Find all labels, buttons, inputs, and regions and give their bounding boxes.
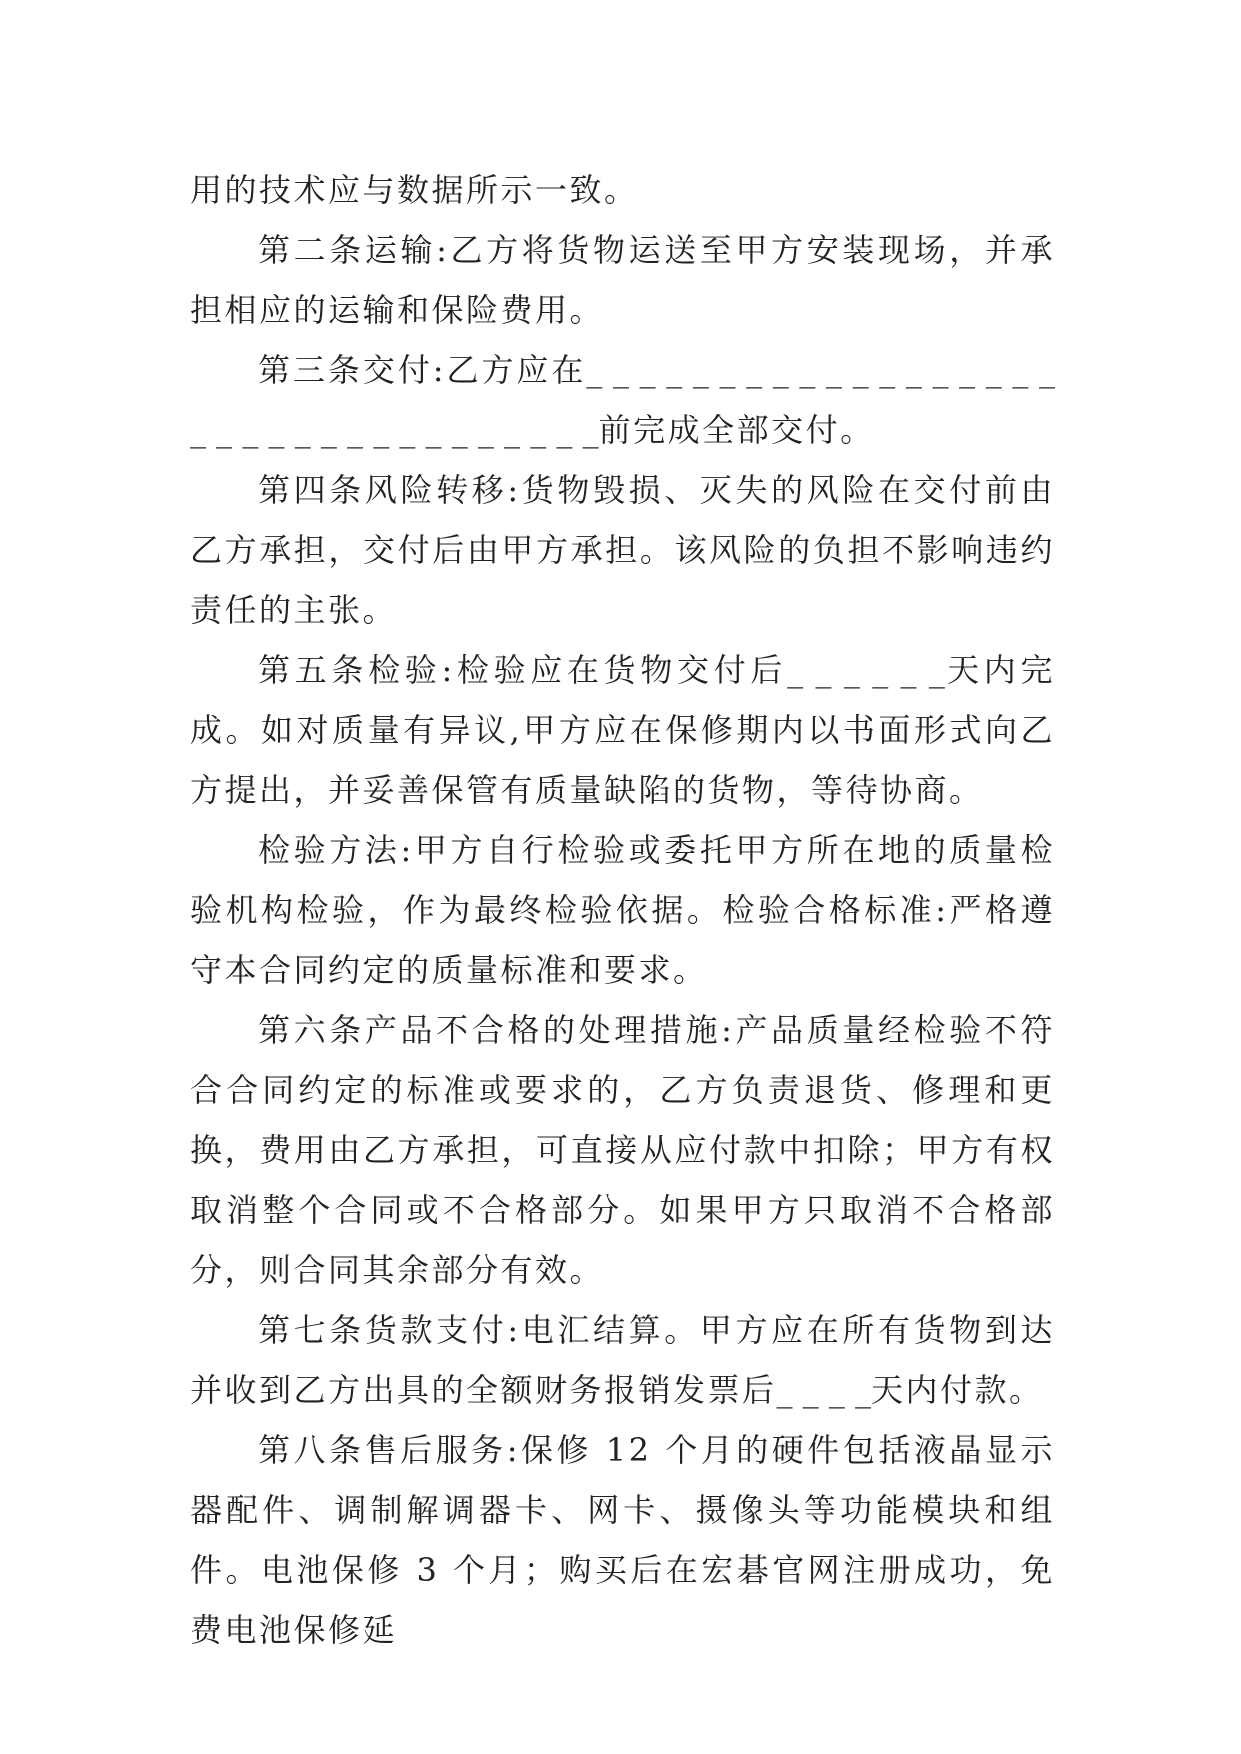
inspection-days-blank: _ _ _ _ _ _ bbox=[787, 651, 945, 689]
delivery-text-after: 前完成全部交付。 bbox=[598, 411, 875, 449]
paragraph-article-3-delivery bbox=[190, 340, 1055, 460]
inspection-text-after: 天内完成。如对质量有异议,甲方应在保修期内以书面形式向乙方提出，并妥善保管有质量缺陷的货物，等待协商。 bbox=[190, 651, 1055, 809]
paragraph-article-8-after-sales: 第八条售后服务:保修 12 个月的硬件包括液晶显示器配件、调制解调器卡、网卡、摄像头等功能模块和组件。电池保修 3 个月；购买后在宏碁官网注册成功，免费电池保修延 bbox=[190, 1431, 1055, 1649]
payment-text-after: 天内付款。 bbox=[871, 1371, 1044, 1409]
paragraph-article-6-nonconforming: 第六条产品不合格的处理措施:产品质量经检验不符合合同约定的标准或要求的，乙方负责退货、修理和更换，费用由乙方承担，可直接从应付款中扣除；甲方有权取消整个合同或不合格部分。如果甲方只取消不合格部分，则合同其余部分有效。 bbox=[190, 1011, 1055, 1289]
inspection-text-before: 第五条检验:检验应在货物交付后 bbox=[258, 651, 788, 689]
payment-text-before: 第七条货款支付:电汇结算。甲方应在所有货物到达并收到乙方出具的全额财务报销发票后 bbox=[190, 1311, 1055, 1409]
paragraph-tech-consistency: 用的技术应与数据所示一致。 bbox=[190, 171, 639, 209]
paragraph-article-7-payment bbox=[190, 1300, 1055, 1420]
paragraph-article-4-risk: 第四条风险转移:货物毁损、灭失的风险在交付前由乙方承担，交付后由甲方承担。该风险的负担不影响违约责任的主张。 bbox=[190, 471, 1055, 629]
paragraph-article-5-inspection bbox=[190, 640, 1055, 820]
contract-body bbox=[190, 160, 1055, 1660]
delivery-text-before: 第三条交付:乙方应在 bbox=[258, 351, 587, 389]
paragraph-article-2-transport: 第二条运输:乙方将货物运送至甲方安装现场，并承担相应的运输和保险费用。 bbox=[190, 231, 1055, 329]
paragraph-inspection-method: 检验方法:甲方自行检验或委托甲方所在地的质量检验机构检验，作为最终检验依据。检验合格标准:严格遵守本合同约定的质量标准和要求。 bbox=[190, 831, 1055, 989]
delivery-date-blank: _ _ _ _ _ _ _ _ _ _ _ _ _ _ _ _ _ _ _ _ _ _ _ _ _ _ _ _ _ _ _ _ _ _ bbox=[190, 351, 1055, 449]
payment-days-blank: _ _ _ _ bbox=[776, 1371, 872, 1409]
